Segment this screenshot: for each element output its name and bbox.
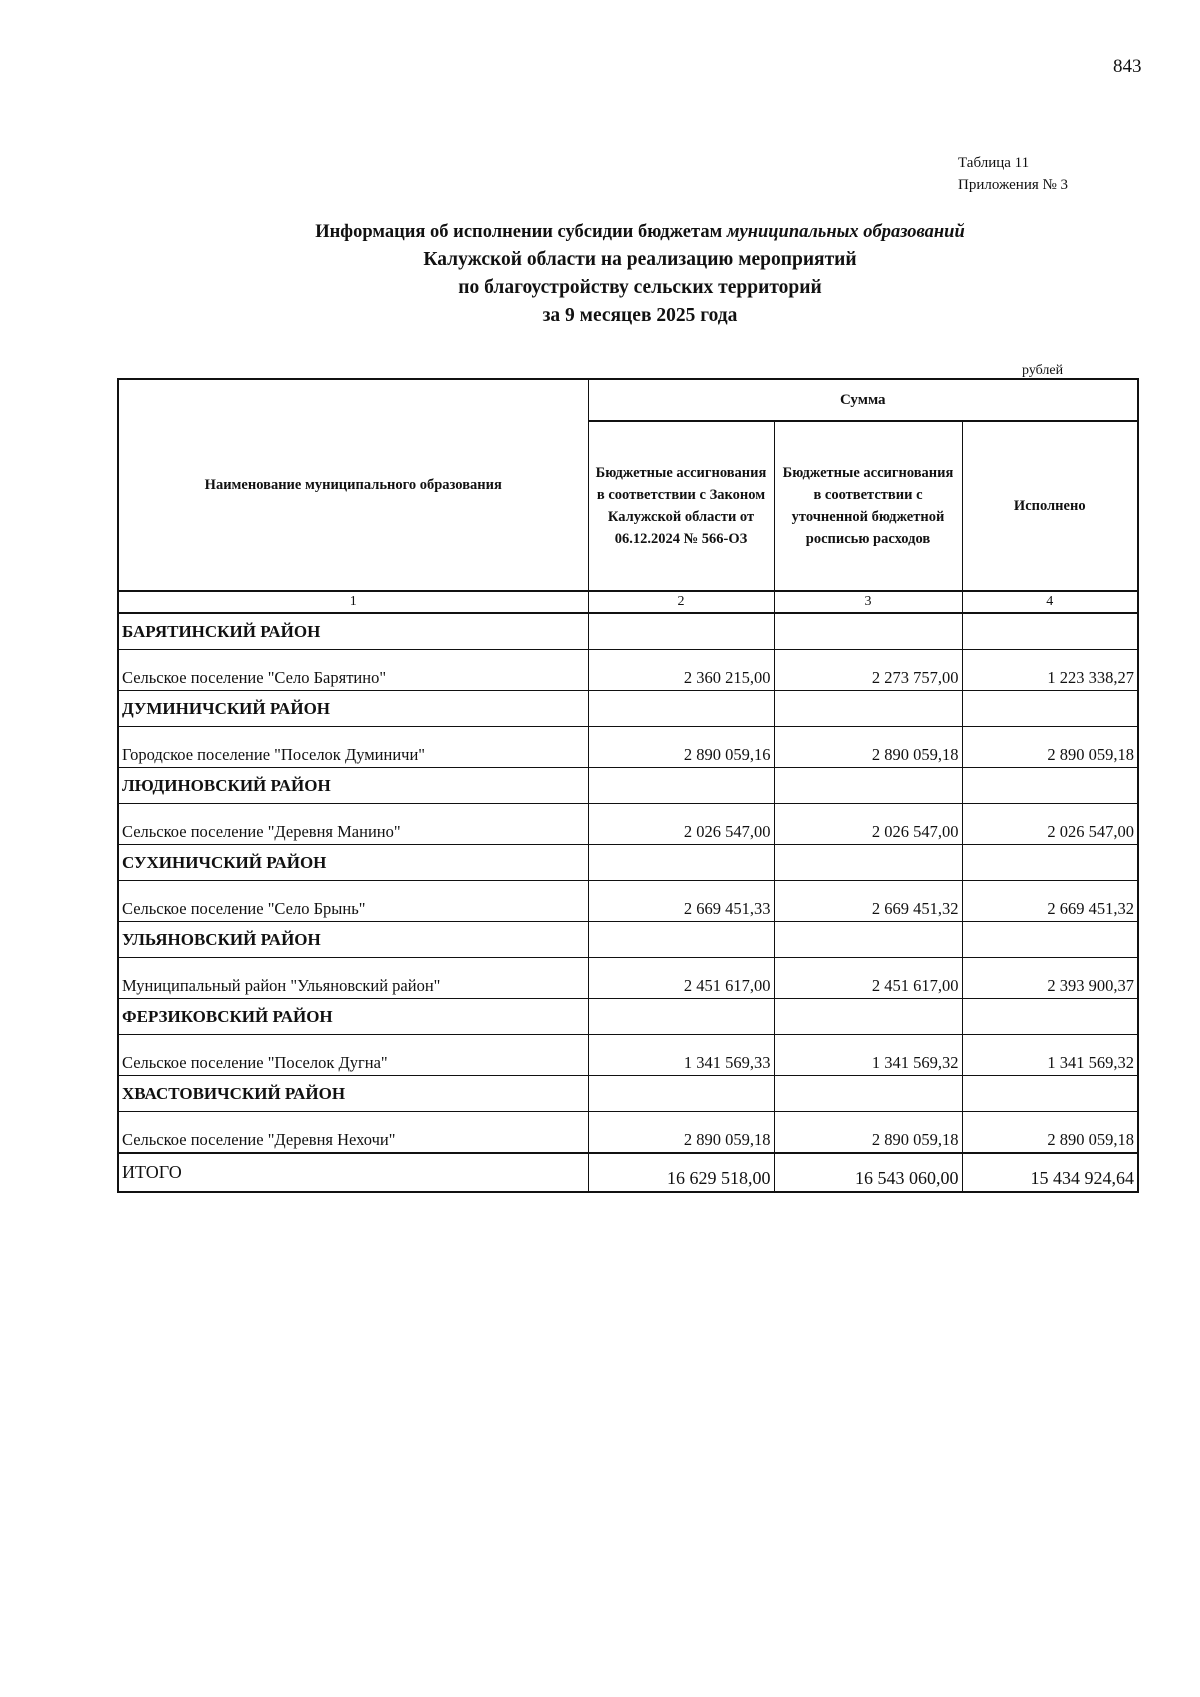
value-executed: 2 890 059,18 — [962, 727, 1138, 768]
header-row-1 — [118, 379, 1138, 421]
col-number: 3 — [774, 591, 962, 613]
total-label: ИТОГО — [118, 1153, 588, 1192]
district-row — [118, 768, 1138, 804]
district-name: ДУМИНИЧСКИЙ РАЙОН — [118, 691, 588, 727]
settlement-row — [118, 1035, 1138, 1076]
document-title — [170, 218, 1110, 330]
value-law: 2 669 451,33 — [588, 881, 774, 922]
district-name: БАРЯТИНСКИЙ РАЙОН — [118, 613, 588, 650]
value-executed: 2 026 547,00 — [962, 804, 1138, 845]
title-line-4: за 9 месяцев 2025 года — [542, 305, 738, 326]
district-row — [118, 845, 1138, 881]
settlement-name: Сельское поселение "Село Брынь" — [118, 881, 588, 922]
col-number: 4 — [962, 591, 1138, 613]
district-name: ФЕРЗИКОВСКИЙ РАЙОН — [118, 999, 588, 1035]
value-law: 2 890 059,16 — [588, 727, 774, 768]
settlement-row — [118, 727, 1138, 768]
value-law: 1 341 569,33 — [588, 1035, 774, 1076]
settlement-name: Сельское поселение "Деревня Нехочи" — [118, 1112, 588, 1154]
sum-header: Сумма — [588, 379, 1138, 421]
col-name-header: Наименование муниципального образования — [118, 379, 588, 591]
value-law: 2 026 547,00 — [588, 804, 774, 845]
title-line-3: по благоустройству сельских территорий — [458, 277, 822, 298]
settlement-row — [118, 881, 1138, 922]
settlement-row — [118, 1112, 1138, 1154]
col-number: 1 — [118, 591, 588, 613]
district-row — [118, 922, 1138, 958]
col3-header: Бюджетные ассигнования в соответствии с уточненной бюджетной росписью расходов — [774, 421, 962, 591]
district-name: СУХИНИЧСКИЙ РАЙОН — [118, 845, 588, 881]
title-line-1 — [170, 218, 1110, 246]
settlement-name: Городское поселение "Поселок Думиничи" — [118, 727, 588, 768]
value-refined: 2 451 617,00 — [774, 958, 962, 999]
district-row — [118, 691, 1138, 727]
value-executed: 2 393 900,37 — [962, 958, 1138, 999]
title-line-2: Калужской области на реализацию мероприятий — [423, 249, 857, 270]
total-refined: 16 543 060,00 — [774, 1153, 962, 1192]
value-refined: 2 273 757,00 — [774, 650, 962, 691]
value-executed: 2 669 451,32 — [962, 881, 1138, 922]
col4-header: Исполнено — [962, 421, 1138, 591]
district-name: УЛЬЯНОВСКИЙ РАЙОН — [118, 922, 588, 958]
value-executed: 2 890 059,18 — [962, 1112, 1138, 1154]
value-law: 2 451 617,00 — [588, 958, 774, 999]
settlement-name: Сельское поселение "Деревня Манино" — [118, 804, 588, 845]
value-law: 2 890 059,18 — [588, 1112, 774, 1154]
col-number: 2 — [588, 591, 774, 613]
district-name: ЛЮДИНОВСКИЙ РАЙОН — [118, 768, 588, 804]
value-executed: 1 223 338,27 — [962, 650, 1138, 691]
settlement-name: Муниципальный район "Ульяновский район" — [118, 958, 588, 999]
value-refined: 2 890 059,18 — [774, 727, 962, 768]
district-row — [118, 613, 1138, 650]
settlement-row — [118, 804, 1138, 845]
district-name: ХВАСТОВИЧСКИЙ РАЙОН — [118, 1076, 588, 1112]
value-refined: 2 026 547,00 — [774, 804, 962, 845]
total-row — [118, 1153, 1138, 1192]
page-number: 843 — [1113, 56, 1142, 77]
settlement-name: Сельское поселение "Село Барятино" — [118, 650, 588, 691]
title-line-1a: Информация об исполнении субсидии бюджетам — [315, 222, 727, 242]
settlement-row — [118, 958, 1138, 999]
district-row — [118, 1076, 1138, 1112]
value-refined: 2 890 059,18 — [774, 1112, 962, 1154]
value-refined: 1 341 569,32 — [774, 1035, 962, 1076]
units-label: рублей — [1022, 363, 1064, 378]
total-executed: 15 434 924,64 — [962, 1153, 1138, 1192]
settlement-name: Сельское поселение "Поселок Дугна" — [118, 1035, 588, 1076]
table-reference — [958, 152, 1068, 196]
total-law: 16 629 518,00 — [588, 1153, 774, 1192]
title-line-1b: муниципальных образований — [726, 222, 965, 242]
col2-header: Бюджетные ассигнования в соответствии с Законом Калужской области от 06.12.2024 № 566-ОЗ — [588, 421, 774, 591]
report-table — [117, 378, 1139, 1193]
table-ref-line2: Приложения № 3 — [958, 177, 1069, 193]
table-ref-line1: Таблица 11 — [958, 155, 1030, 171]
district-row — [118, 999, 1138, 1035]
column-number-row — [118, 591, 1138, 613]
value-refined: 2 669 451,32 — [774, 881, 962, 922]
value-law: 2 360 215,00 — [588, 650, 774, 691]
settlement-row — [118, 650, 1138, 691]
value-executed: 1 341 569,32 — [962, 1035, 1138, 1076]
